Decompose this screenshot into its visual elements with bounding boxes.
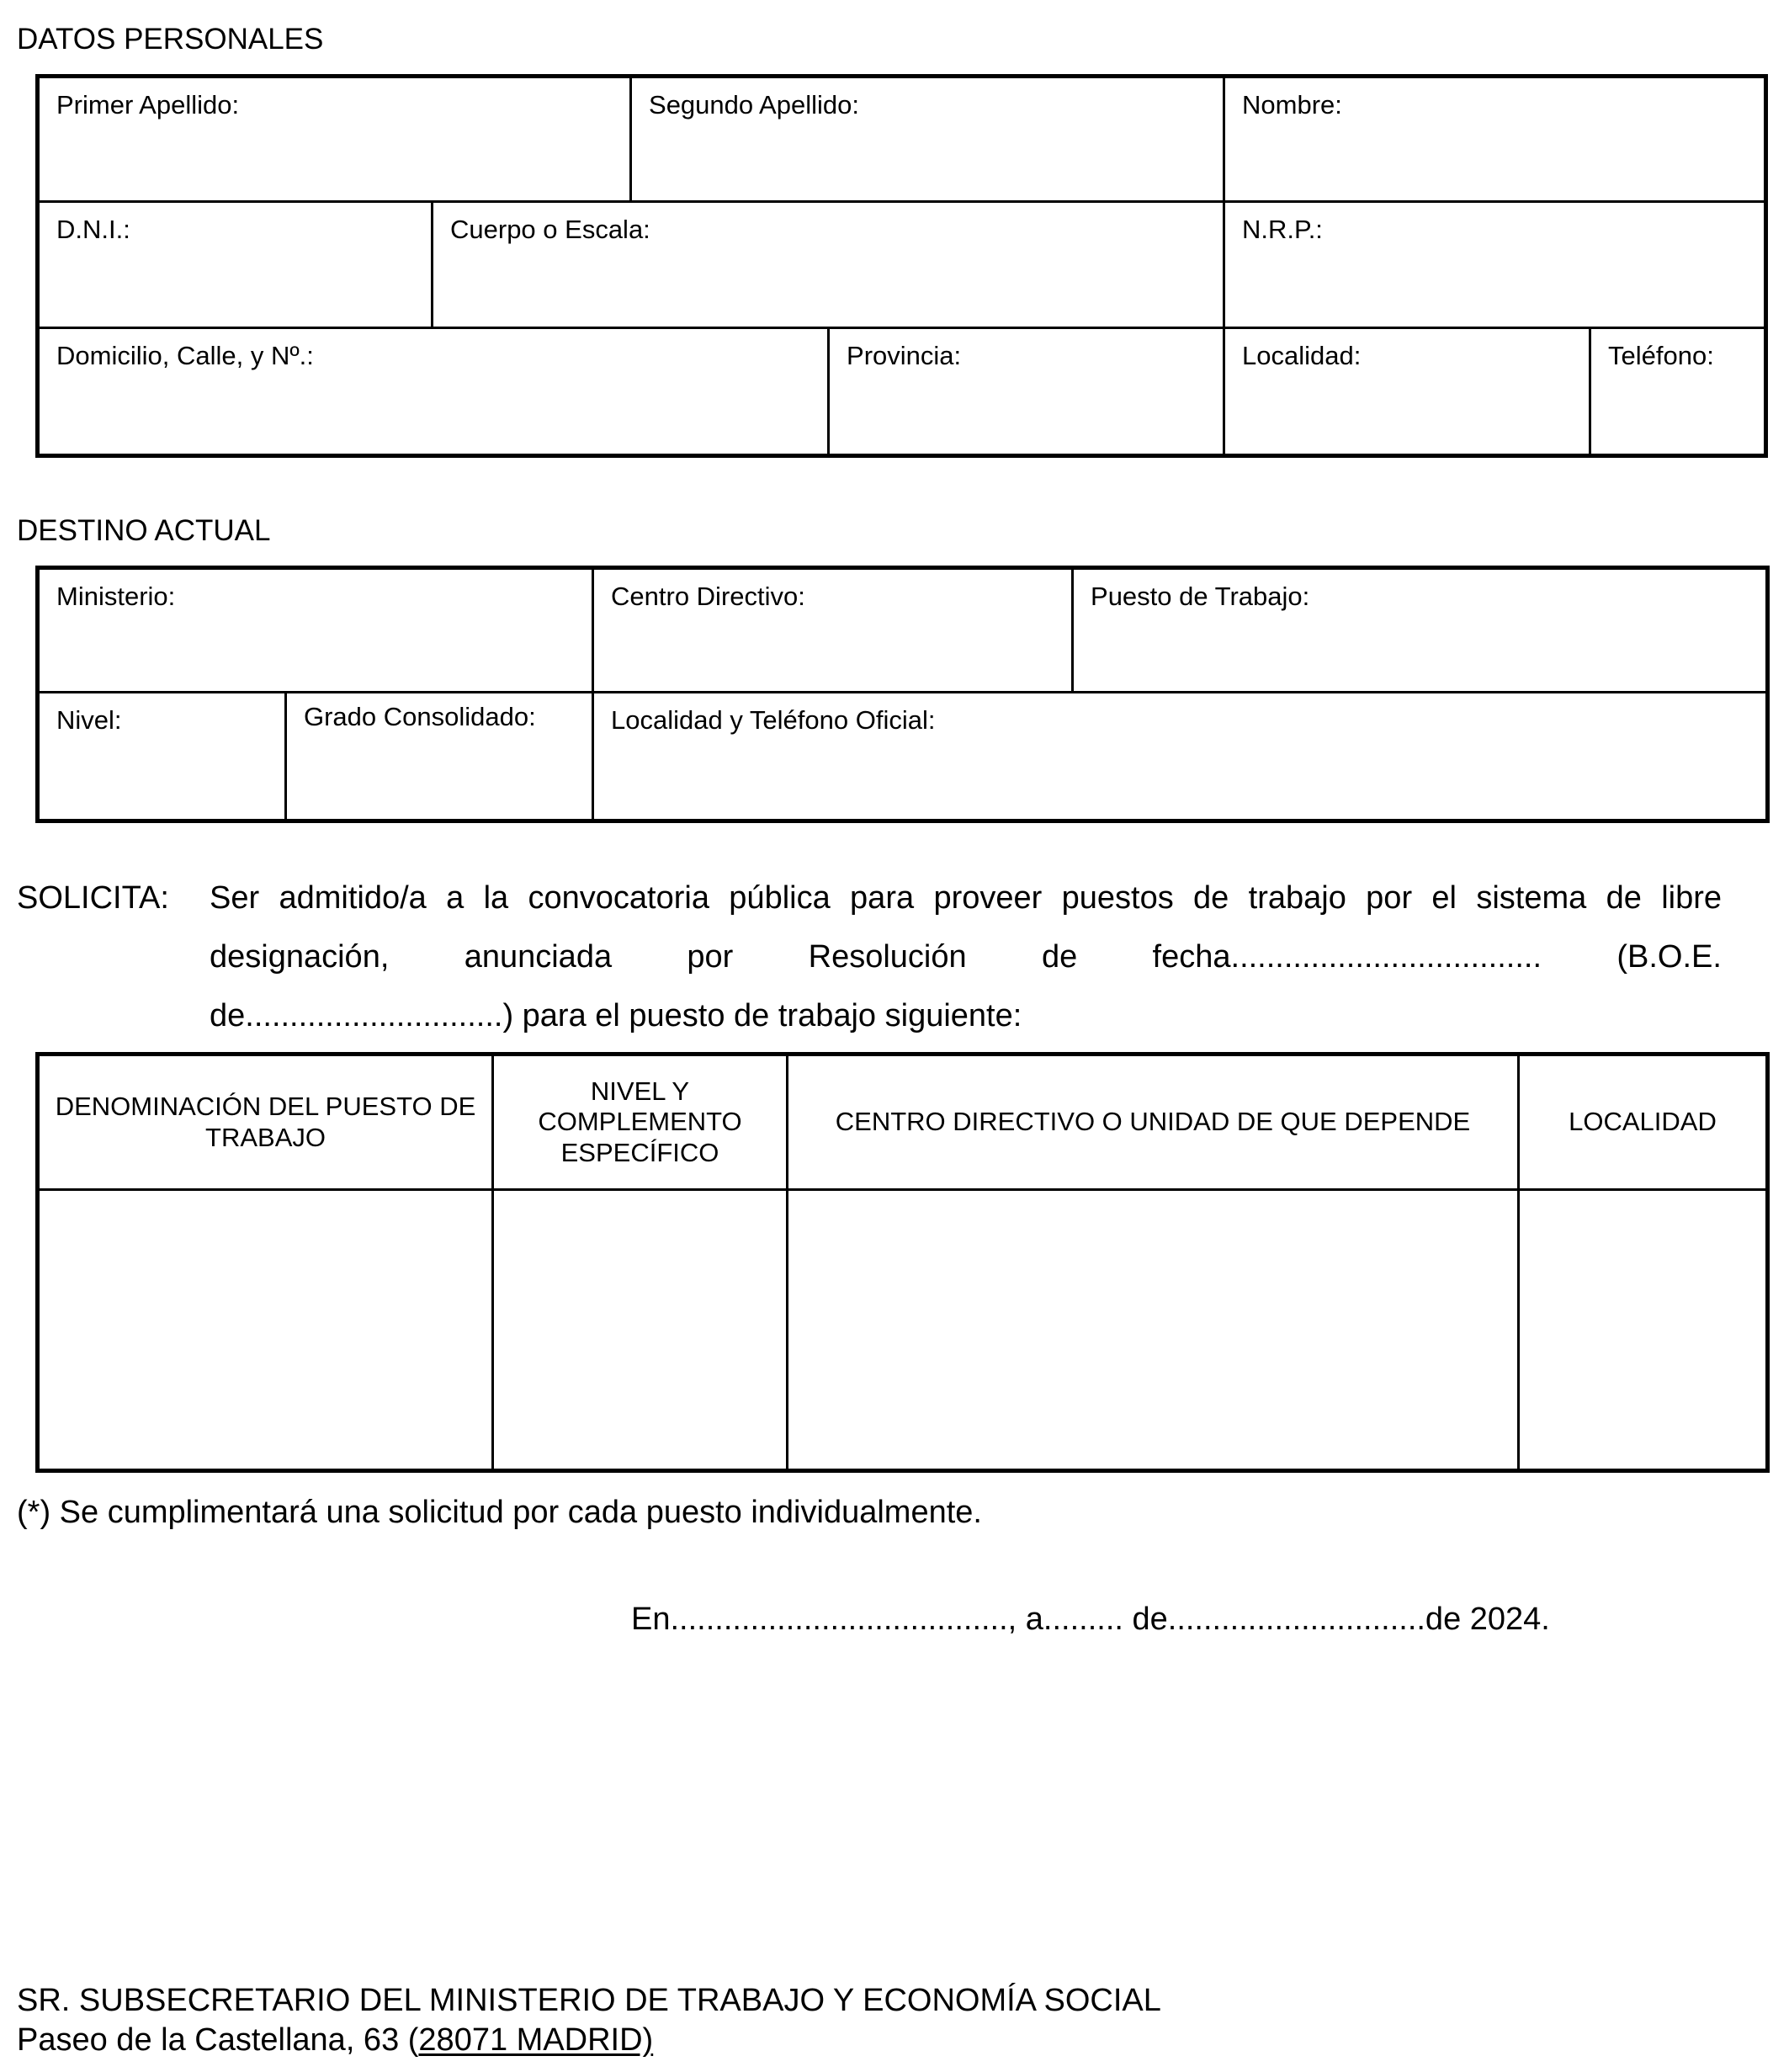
segundo-apellido-field[interactable]	[631, 77, 1224, 202]
dni-field[interactable]	[38, 202, 433, 328]
grado-consolidado-field[interactable]	[286, 693, 593, 821]
word: proveer	[933, 880, 1043, 916]
word: Resolución	[808, 939, 967, 975]
nombre-field[interactable]	[1224, 77, 1766, 202]
field-label: Domicilio, Calle, y Nº.:	[56, 341, 314, 370]
nivel-complemento-cell[interactable]	[493, 1190, 788, 1471]
field-label: D.N.I.:	[56, 215, 130, 244]
word: fecha...................................	[1152, 939, 1542, 975]
destino-actual-table	[35, 566, 1770, 823]
field-label: Localidad:	[1242, 341, 1362, 370]
solicita-line-1	[210, 882, 1722, 914]
field-label: Nombre:	[1242, 90, 1342, 120]
word: la	[483, 880, 509, 916]
nivel-field[interactable]	[38, 693, 286, 821]
table-row	[38, 202, 1766, 328]
word: a	[446, 880, 465, 916]
telefono-field[interactable]	[1590, 328, 1766, 456]
destino-actual-title: DESTINO ACTUAL	[17, 514, 271, 547]
footnote: (*) Se cumplimentará una solicitud por cada puesto individualmente.	[17, 1495, 982, 1530]
word: de	[1041, 939, 1078, 975]
field-label: Provincia:	[847, 341, 962, 370]
word: por	[687, 939, 734, 975]
table-row	[38, 568, 1768, 693]
datos-personales-title: DATOS PERSONALES	[17, 23, 324, 56]
solicita-line-3: de.............................) para el puesto de trabajo siguiente:	[210, 998, 1022, 1033]
word: libre	[1661, 880, 1722, 916]
column-header-nivel-complemento: NIVEL Y COMPLEMENTO ESPECÍFICO	[493, 1055, 788, 1190]
primer-apellido-field[interactable]	[38, 77, 631, 202]
localidad-field[interactable]	[1224, 328, 1590, 456]
puesto-trabajo-field[interactable]	[1073, 568, 1768, 693]
domicilio-field[interactable]	[38, 328, 829, 456]
word: sistema	[1476, 880, 1587, 916]
puesto-solicitado-table	[35, 1052, 1770, 1473]
word: anunciada	[464, 939, 613, 975]
table-header-row	[38, 1055, 1768, 1190]
field-label: Grado Consolidado:	[304, 702, 536, 731]
table-row	[38, 328, 1766, 456]
field-label: Ministerio:	[56, 582, 176, 611]
word: designación,	[210, 939, 390, 975]
field-label: Teléfono:	[1608, 341, 1714, 370]
cuerpo-escala-field[interactable]	[433, 202, 1224, 328]
solicita-label: SOLICITA:	[17, 880, 169, 916]
localidad-cell[interactable]	[1519, 1190, 1768, 1471]
word: admitido/a	[279, 880, 427, 916]
word: el	[1431, 880, 1457, 916]
field-label: Puesto de Trabajo:	[1091, 582, 1310, 611]
word: por	[1366, 880, 1413, 916]
word: pública	[729, 880, 831, 916]
field-label: N.R.P.:	[1242, 215, 1323, 244]
nrp-field[interactable]	[1224, 202, 1766, 328]
field-label: Localidad y Teléfono Oficial:	[611, 705, 936, 735]
destinatario-line-2	[17, 2024, 653, 2056]
field-label: Segundo Apellido:	[649, 90, 859, 120]
table-row	[38, 1190, 1768, 1471]
field-label: Nivel:	[56, 705, 122, 735]
field-label: Cuerpo o Escala:	[450, 215, 650, 244]
provincia-field[interactable]	[829, 328, 1224, 456]
address-text: Paseo de la Castellana, 63 (	[17, 2022, 419, 2058]
fecha-line: En......................................, a......... de.............................de 2024.	[631, 1602, 1550, 1637]
table-row	[38, 693, 1768, 821]
localidad-telefono-oficial-field[interactable]	[593, 693, 1768, 821]
field-label: Centro Directivo:	[611, 582, 805, 611]
denominacion-cell[interactable]	[38, 1190, 493, 1471]
solicita-line-2	[210, 941, 1722, 973]
centro-directivo-field[interactable]	[593, 568, 1073, 693]
word: Ser	[210, 880, 260, 916]
word: puestos	[1061, 880, 1174, 916]
word: (B.O.E.	[1616, 939, 1722, 975]
word: para	[850, 880, 915, 916]
word: de	[1606, 880, 1642, 916]
ministerio-field[interactable]	[38, 568, 593, 693]
postal-code-city: 28071 MADRID)	[418, 2022, 654, 2058]
word: convocatoria	[528, 880, 709, 916]
field-label: Primer Apellido:	[56, 90, 240, 120]
destinatario-line-1: SR. SUBSECRETARIO DEL MINISTERIO DE TRABAJO Y ECONOMÍA SOCIAL	[17, 1983, 1161, 2018]
column-header-localidad: LOCALIDAD	[1519, 1055, 1768, 1190]
table-row	[38, 77, 1766, 202]
column-header-denominacion: DENOMINACIÓN DEL PUESTO DE TRABAJO	[38, 1055, 493, 1190]
word: de	[1193, 880, 1229, 916]
word: trabajo	[1248, 880, 1346, 916]
column-header-centro-directivo: CENTRO DIRECTIVO O UNIDAD DE QUE DEPENDE	[788, 1055, 1519, 1190]
datos-personales-table	[35, 74, 1768, 458]
centro-directivo-cell[interactable]	[788, 1190, 1519, 1471]
